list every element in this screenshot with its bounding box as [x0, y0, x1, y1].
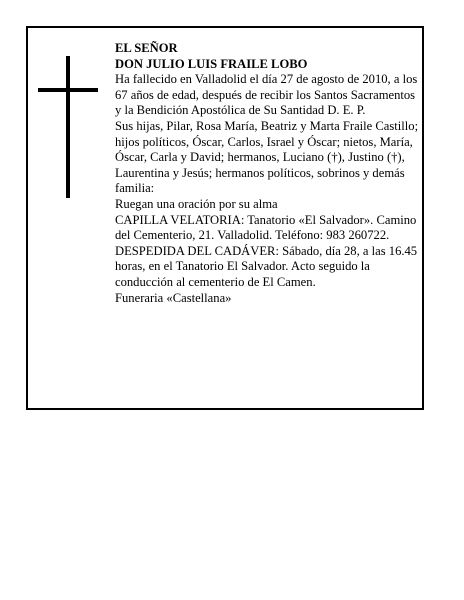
prayer-request: Ruegan una oración por su alma	[115, 196, 278, 211]
family-list: Sus hijas, Pilar, Rosa María, Beatriz y Marta Fraile Castillo; hijos políticos, Óscar, Carlos, Israel y Óscar; nietos, María, Óscar, Carla y David; hermanos, Luciano (†), Justino (†), Laurentina y Jesús; hermanos políticos, sobrinos y demás familia:	[115, 118, 419, 196]
deceased-name: DON JULIO LUIS FRAILE LOBO	[115, 56, 308, 71]
notice-title: EL SEÑOR	[115, 41, 178, 55]
farewell-info: DESPEDIDA DEL CADÁVER: Sábado, día 28, a las 16.45 horas, en el Tanatorio El Salvador. Acto seguido la conducción al cementerio de El Camen.	[115, 243, 418, 289]
chapel-info: CAPILLA VELATORIA: Tanatorio «El Salvador». Camino del Cementerio, 21. Valladolid. Teléfono: 983 260722.	[115, 212, 417, 243]
cross-icon	[38, 56, 98, 198]
death-announcement: Ha fallecido en Valladolid el día 27 de agosto de 2010, a los 67 años de edad, después de recibir los Santos Sacramentos y la Bendición Apostólica de Su Santidad D. E. P.	[115, 72, 418, 118]
notice-text	[115, 41, 421, 306]
cross-vertical-bar	[66, 56, 70, 198]
obituary-notice	[26, 26, 424, 410]
cross-horizontal-bar	[38, 88, 98, 92]
funeral-home: Funeraria «Castellana»	[115, 290, 232, 305]
